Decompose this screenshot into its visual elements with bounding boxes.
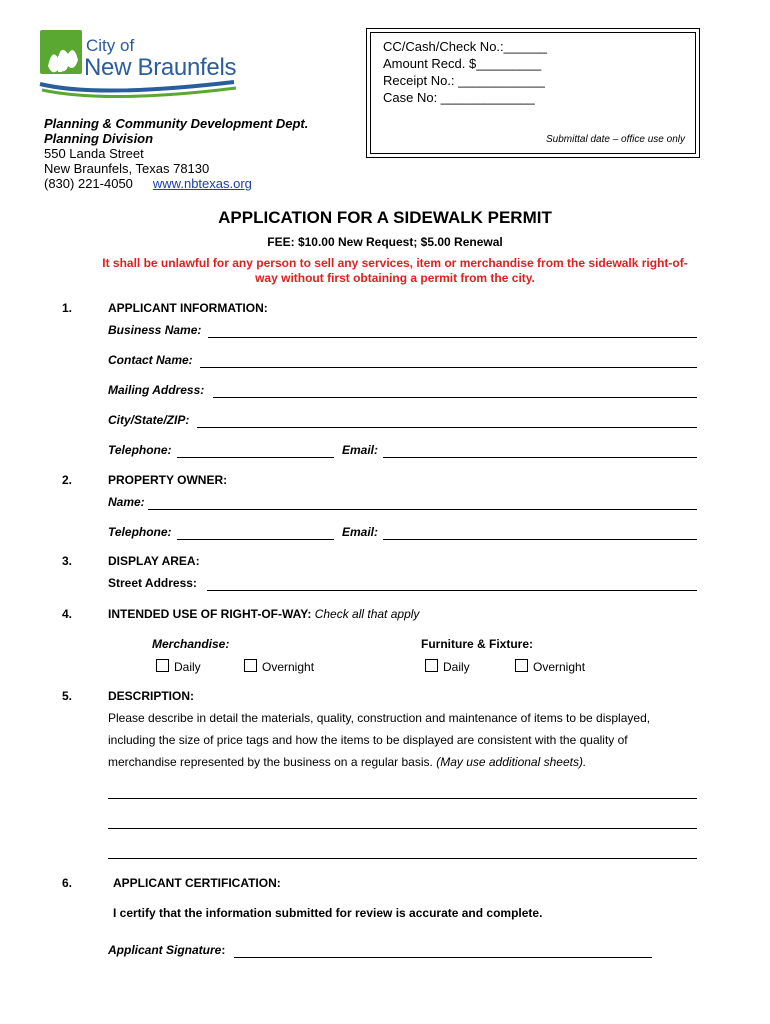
description-text-3 <box>108 751 708 773</box>
merch-overnight-label: Overnight <box>262 660 315 674</box>
owner-name-field[interactable] <box>148 509 697 510</box>
description-line-2[interactable] <box>108 828 697 829</box>
city-logo <box>38 26 238 106</box>
section-2-number: 2. <box>62 473 73 487</box>
street-address-field[interactable] <box>207 590 697 591</box>
description-text-1: Please describe in detail the materials, quality, construction and maintenance of items to be displayed, <box>108 711 651 725</box>
owner-name-label: Name: <box>108 495 145 509</box>
section-5-title: DESCRIPTION: <box>108 689 195 703</box>
furniture-label: Furniture & Fixture: <box>421 637 534 651</box>
furn-overnight-label: Overnight <box>533 660 586 674</box>
applicant-email-label: Email: <box>342 443 379 457</box>
section-6-title: APPLICANT CERTIFICATION: <box>113 876 281 890</box>
signature-field[interactable] <box>234 957 652 958</box>
description-line-3[interactable] <box>108 858 697 859</box>
merch-daily-checkbox[interactable] <box>156 659 169 672</box>
dept-street: 550 Landa Street <box>44 146 144 161</box>
division-name: Planning Division <box>44 131 154 146</box>
city-state-zip-field[interactable] <box>197 427 697 428</box>
website-link[interactable]: www.nbtexas.org <box>152 176 252 191</box>
section-4-hint: Check all that apply <box>314 607 420 621</box>
applicant-telephone-field[interactable] <box>177 457 334 458</box>
furn-daily-checkbox[interactable] <box>425 659 438 672</box>
owner-email-label: Email: <box>342 525 379 539</box>
furn-daily-option[interactable] <box>425 659 470 674</box>
certification-text: I certify that the information submitted for review is accurate and complete. <box>113 906 543 920</box>
contact-name-field[interactable] <box>200 367 697 368</box>
dept-city: New Braunfels, Texas 78130 <box>44 161 210 176</box>
owner-email-field[interactable] <box>383 539 697 540</box>
office-line-case: Case No: _____________ <box>383 90 535 105</box>
section-6-number: 6. <box>62 876 73 890</box>
furn-overnight-option[interactable] <box>515 659 585 674</box>
office-line-check: CC/Cash/Check No.:______ <box>383 39 548 54</box>
dept-info <box>44 116 308 191</box>
description-text-3b: (May use additional sheets). <box>436 755 587 769</box>
description-text-3a: merchandise represented by the business on a regular basis. <box>108 755 433 769</box>
mailing-address-label: Mailing Address: <box>108 383 205 397</box>
section-4-number: 4. <box>62 607 73 621</box>
city-state-zip-label: City/State/ZIP: <box>108 413 190 427</box>
furn-overnight-checkbox[interactable] <box>515 659 528 672</box>
section-5-number: 5. <box>62 689 73 703</box>
applicant-telephone-label: Telephone: <box>108 443 172 457</box>
dept-phone: (830) 221-4050 <box>44 176 133 191</box>
section-4-title: INTENDED USE OF RIGHT-OF-WAY: <box>108 607 312 621</box>
page-title: APPLICATION FOR A SIDEWALK PERMIT <box>218 208 552 227</box>
description-text-2: including the size of price tags and how the items to be displayed are consistent with the quality of <box>108 733 628 747</box>
merch-overnight-checkbox[interactable] <box>244 659 257 672</box>
business-name-field[interactable] <box>208 337 697 338</box>
merchandise-label: Merchandise: <box>152 637 230 651</box>
dept-name: Planning & Community Development Dept. <box>44 116 309 131</box>
furn-daily-label: Daily <box>443 660 470 674</box>
description-instructions <box>108 707 708 773</box>
merch-overnight-option[interactable] <box>244 659 314 674</box>
signature-colon: : <box>221 943 226 957</box>
section-2-title: PROPERTY OWNER: <box>108 473 228 487</box>
office-line-receipt: Receipt No.: ____________ <box>383 73 545 88</box>
section-1-number: 1. <box>62 301 73 315</box>
mailing-address-field[interactable] <box>213 397 697 398</box>
applicant-email-field[interactable] <box>383 457 697 458</box>
office-use-box <box>366 28 700 158</box>
logo-name: New Braunfels <box>84 54 237 81</box>
logo-city-of: City of <box>86 36 135 55</box>
signature-label-text: Applicant Signature <box>108 943 222 957</box>
signature-label <box>108 943 225 957</box>
section-3-title: DISPLAY AREA: <box>108 554 200 568</box>
merch-daily-label: Daily <box>174 660 201 674</box>
office-line-amount: Amount Recd. $_________ <box>383 56 542 71</box>
owner-telephone-field[interactable] <box>177 539 334 540</box>
business-name-label: Business Name: <box>108 323 202 337</box>
owner-telephone-label: Telephone: <box>108 525 172 539</box>
contact-name-label: Contact Name: <box>108 353 193 367</box>
fee-text: FEE: $10.00 New Request; $5.00 Renewal <box>267 235 503 249</box>
section-1-title: APPLICANT INFORMATION: <box>108 301 268 315</box>
description-line-1[interactable] <box>108 798 697 799</box>
section-3-number: 3. <box>62 554 73 568</box>
section-4-header <box>108 607 419 621</box>
merch-daily-option[interactable] <box>156 659 201 674</box>
warning-text: It shall be unlawful for any person to sell any services, item or merchandise from the sidewalk right-of-way without first obtaining a permit from the city. <box>102 256 688 285</box>
street-address-label: Street Address: <box>108 576 197 590</box>
office-note: Submittal date – office use only <box>546 134 685 145</box>
